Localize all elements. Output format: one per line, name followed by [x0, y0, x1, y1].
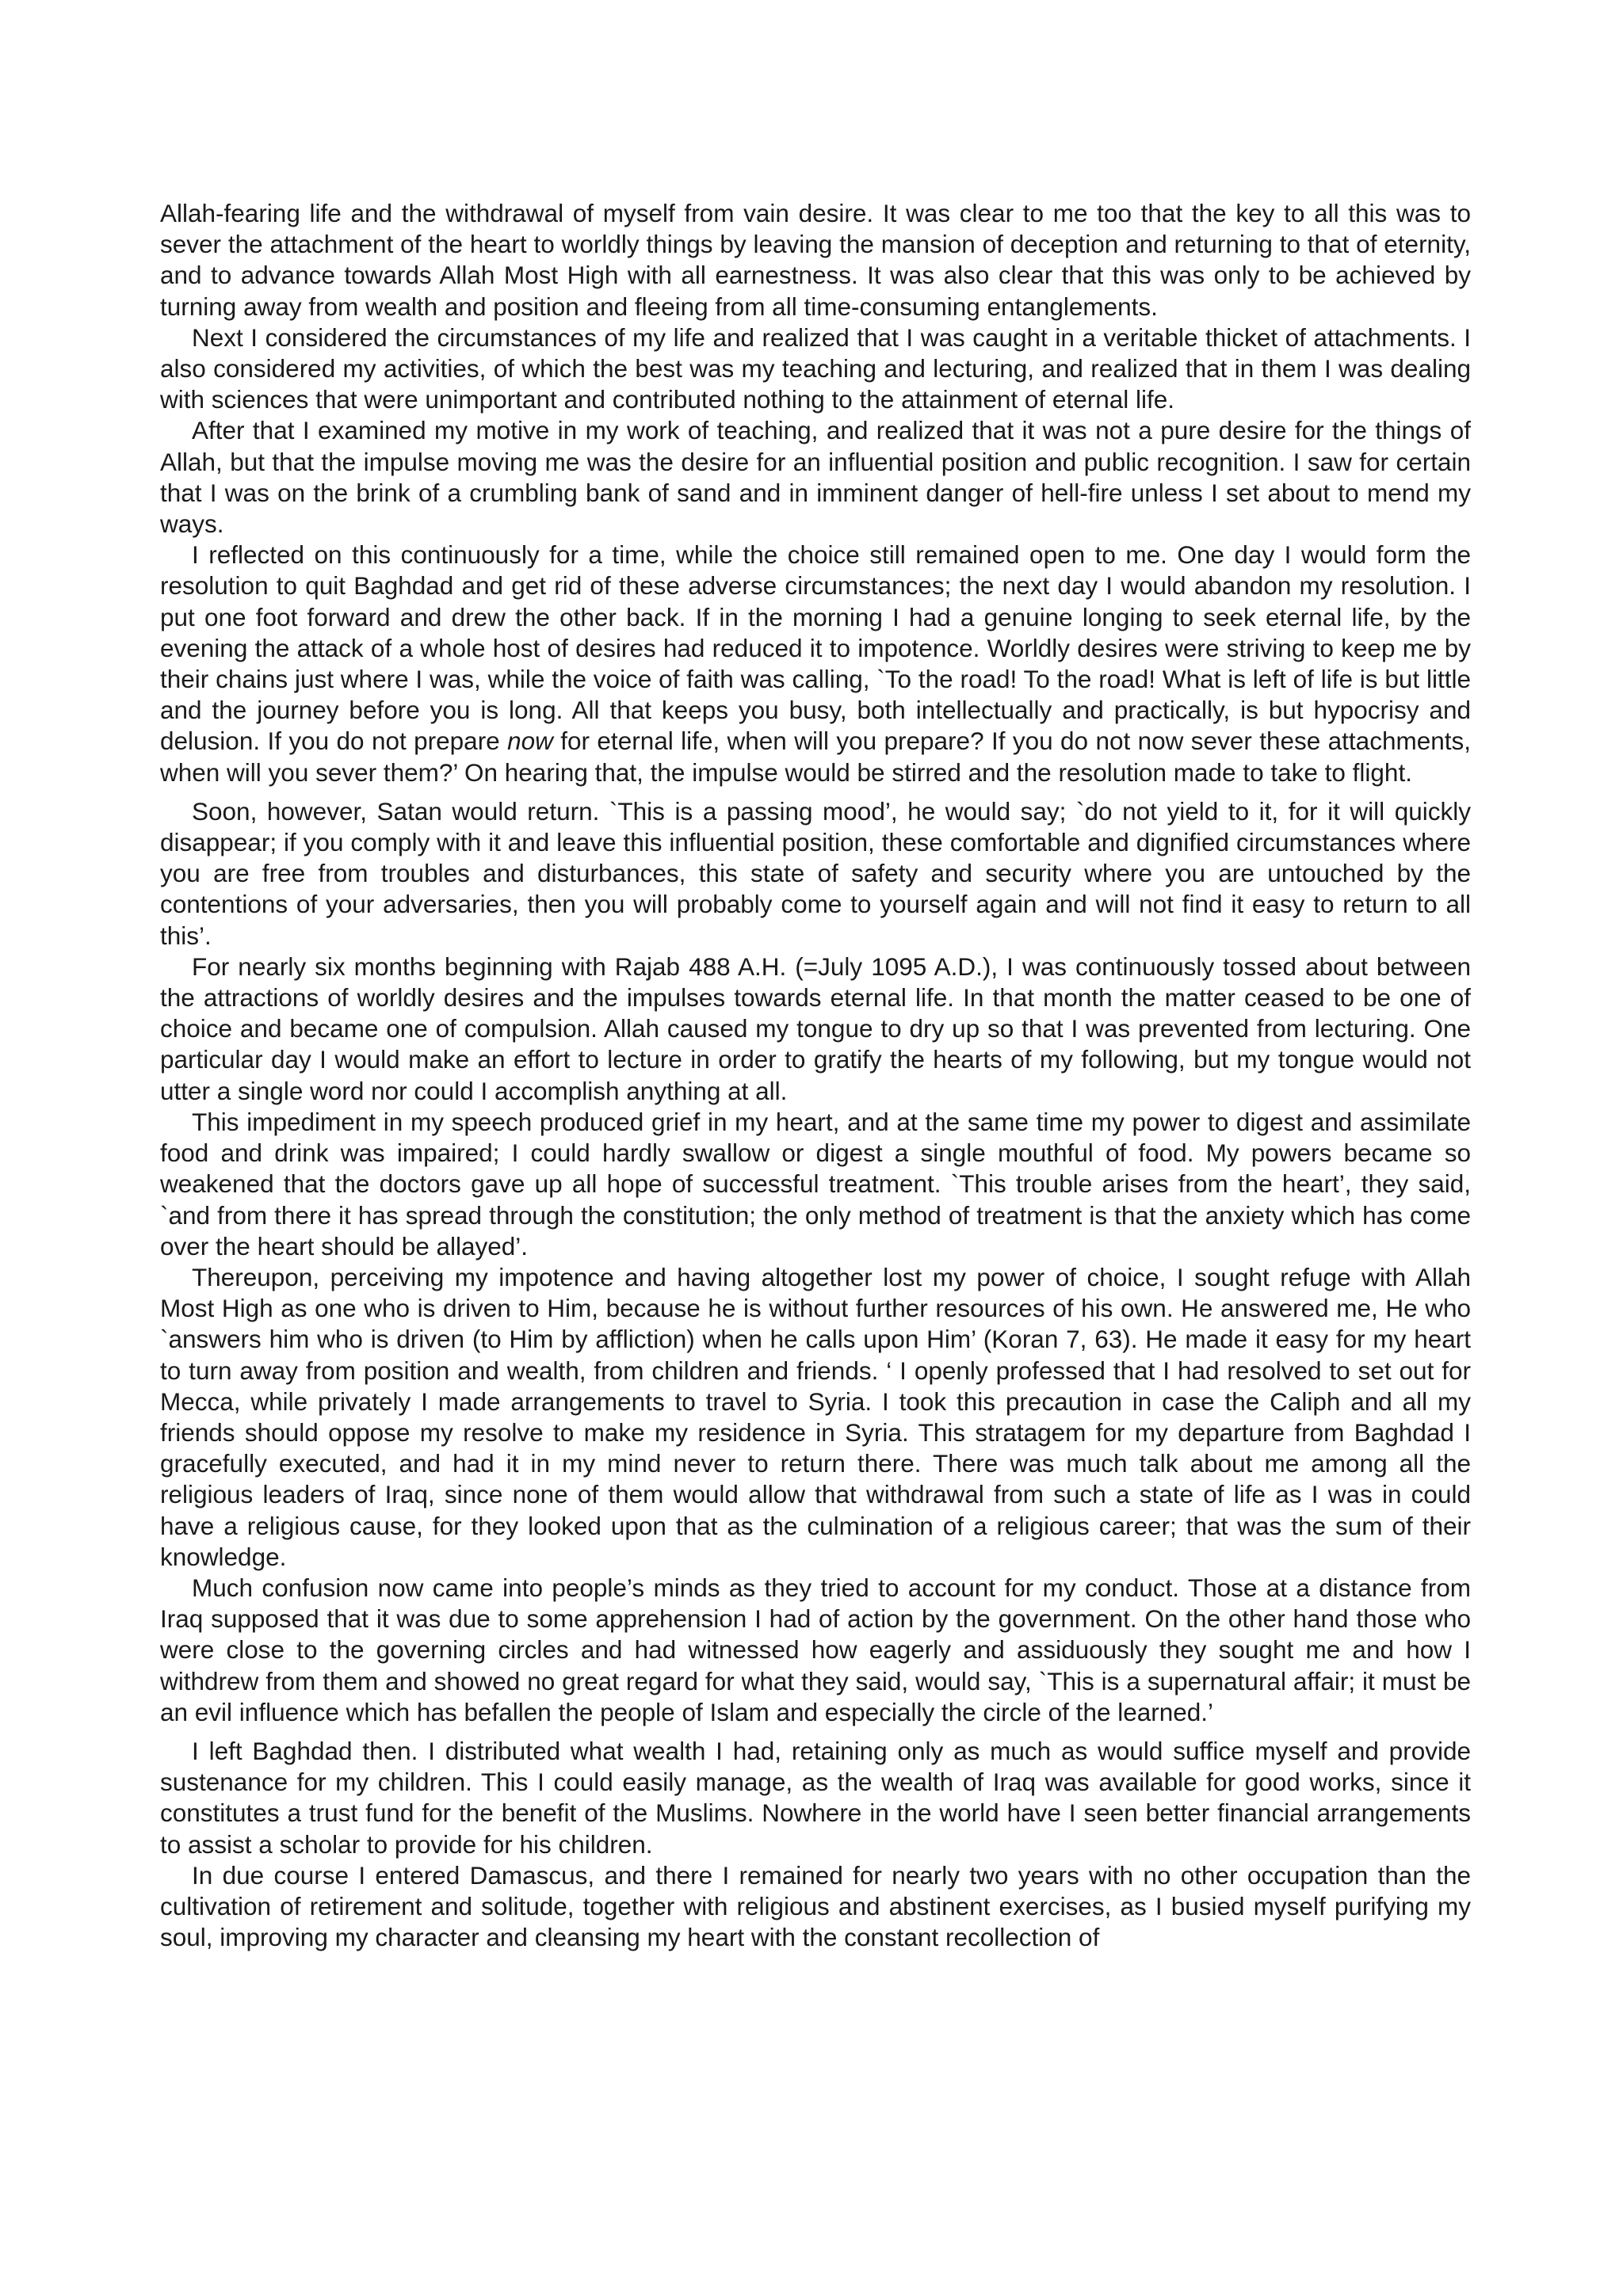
paragraph-9: Much confusion now came into people’s minds as they tried to account for my conduct. Those at a distance from Iraq supposed that it was due to some apprehension I had of action by the government. On the other hand those who were close to the governing circles and had witnessed how eagerly and assiduously they sought me and how I withdrew from them and showed no great regard for what they said, would say, `This is a supernatural affair; it must be an evil influence which has befallen the people of Islam and especially the circle of the learned.’: [160, 1573, 1471, 1726]
paragraph-4-text-after: for eternal life, when will you prepare? If you do not now sever these attachments, when will you sever them?’ On hearing that, the impulse would be stirred and the resolution made to take to flight.: [160, 727, 1471, 787]
paragraph-1: Allah-fearing life and the withdrawal of myself from vain desire. It was clear to me too that the key to all this was to sever the attachment of the heart to worldly things by leaving the mansion of deception and returning to that of eternity, and to advance towards Allah Most High with all earnestness. It was also clear that this was only to be achieved by turning away from wealth and position and fleeing from all time-consuming entanglements.: [160, 199, 1471, 321]
paragraph-5: Soon, however, Satan would return. `This is a passing mood’, he would say; `do not yield to it, for it will quickly disappear; if you comply with it and leave this influential position, these comfortable and dignified circumstances where you are free from troubles and disturbances, this state of safety and security where you are untouched by the contentions of your adversaries, then you will probably come to yourself again and will not find it easy to return to all this’.: [160, 796, 1471, 950]
paragraph-11: In due course I entered Damascus, and there I remained for nearly two years with no other occupation than the cultivation of retirement and solitude, together with religious and abstinent exercises, as I busied myself purifying my soul, improving my character and cleansing my heart with the constant recollection of: [160, 1860, 1471, 1952]
paragraph-7: This impediment in my speech produced grief in my heart, and at the same time my power to digest and assimilate food and drink was impaired; I could hardly swallow or digest a single mouthful of food. My powers became so weakened that the doctors gave up all hope of successful treatment. `This trouble arises from the heart’, they said, `and from there it has spread through the constitution; the only method of treatment is that the anxiety which has come over the heart should be allayed’.: [160, 1107, 1471, 1261]
paragraph-4: [160, 540, 1471, 788]
paragraph-10: I left Baghdad then. I distributed what wealth I had, retaining only as much as would suffice myself and provide sustenance for my children. This I could easily manage, as the wealth of Iraq was available for good works, since it constitutes a trust fund for the benefit of the Muslims. Nowhere in the world have I seen better financial arrangements to assist a scholar to provide for his children.: [160, 1736, 1471, 1859]
paragraph-2: Next I considered the circumstances of my life and realized that I was caught in a veritable thicket of attachments. I also considered my activities, of which the best was my teaching and lecturing, and realized that in them I was dealing with sciences that were unimportant and contributed nothing to the attainment of eternal life.: [160, 322, 1471, 414]
paragraph-8: Thereupon, perceiving my impotence and having altogether lost my power of choice, I sought refuge with Allah Most High as one who is driven to Him, because he is without further resources of his own. He answered me, He who `answers him who is driven (to Him by affliction) when he calls upon Him’ (Koran 7, 63). He made it easy for my heart to turn away from position and wealth, from children and friends. ‘ I openly professed that I had resolved to set out for Mecca, while privately I made arrangements to travel to Syria. I took this precaution in case the Caliph and all my friends should oppose my resolve to make my residence in Syria. This stratagem for my departure from Baghdad I gracefully executed, and had it in my mind never to return there. There was much talk about me among all the religious leaders of Iraq, since none of them would allow that withdrawal from such a state of life as I was in could have a religious cause, for they looked upon that as the culmination of a religious career; that was the sum of their knowledge.: [160, 1262, 1471, 1571]
paragraph-4-emphasis: now: [507, 727, 553, 756]
paragraph-6: For nearly six months beginning with Rajab 488 A.H. (=July 1095 A.D.), I was continuously tossed about between the attractions of worldly desires and the impulses towards eternal life. In that month the matter ceased to be one of choice and became one of compulsion. Allah caused my tongue to dry up so that I was prevented from lecturing. One particular day I would make an effort to lecture in order to gratify the hearts of my following, but my tongue would not utter a single word nor could I accomplish anything at all.: [160, 952, 1471, 1105]
document-page: [160, 198, 1471, 1953]
paragraph-3: After that I examined my motive in my work of teaching, and realized that it was not a pure desire for the things of Allah, but that the impulse moving me was the desire for an influential position and public recognition. I saw for certain that I was on the brink of a crumbling bank of sand and in imminent danger of hell-fire unless I set about to mend my ways.: [160, 416, 1471, 539]
paragraph-4-text-before: I reflected on this continuously for a time, while the choice still remained open to me. One day I would form the resolution to quit Baghdad and get rid of these adverse circumstances; the next day I would abandon my resolution. I put one foot forward and drew the other back. If in the morning I had a genuine longing to seek eternal life, by the evening the attack of a whole host of desires had reduced it to impotence. Worldly desires were striving to keep me by their chains just where I was, while the voice of faith was calling, `To the road! To the road! What is left of life is but little and the journey before you is long. All that keeps you busy, both intellectually and practically, is but hypocrisy and delusion. If you do not prepare: [160, 540, 1471, 756]
